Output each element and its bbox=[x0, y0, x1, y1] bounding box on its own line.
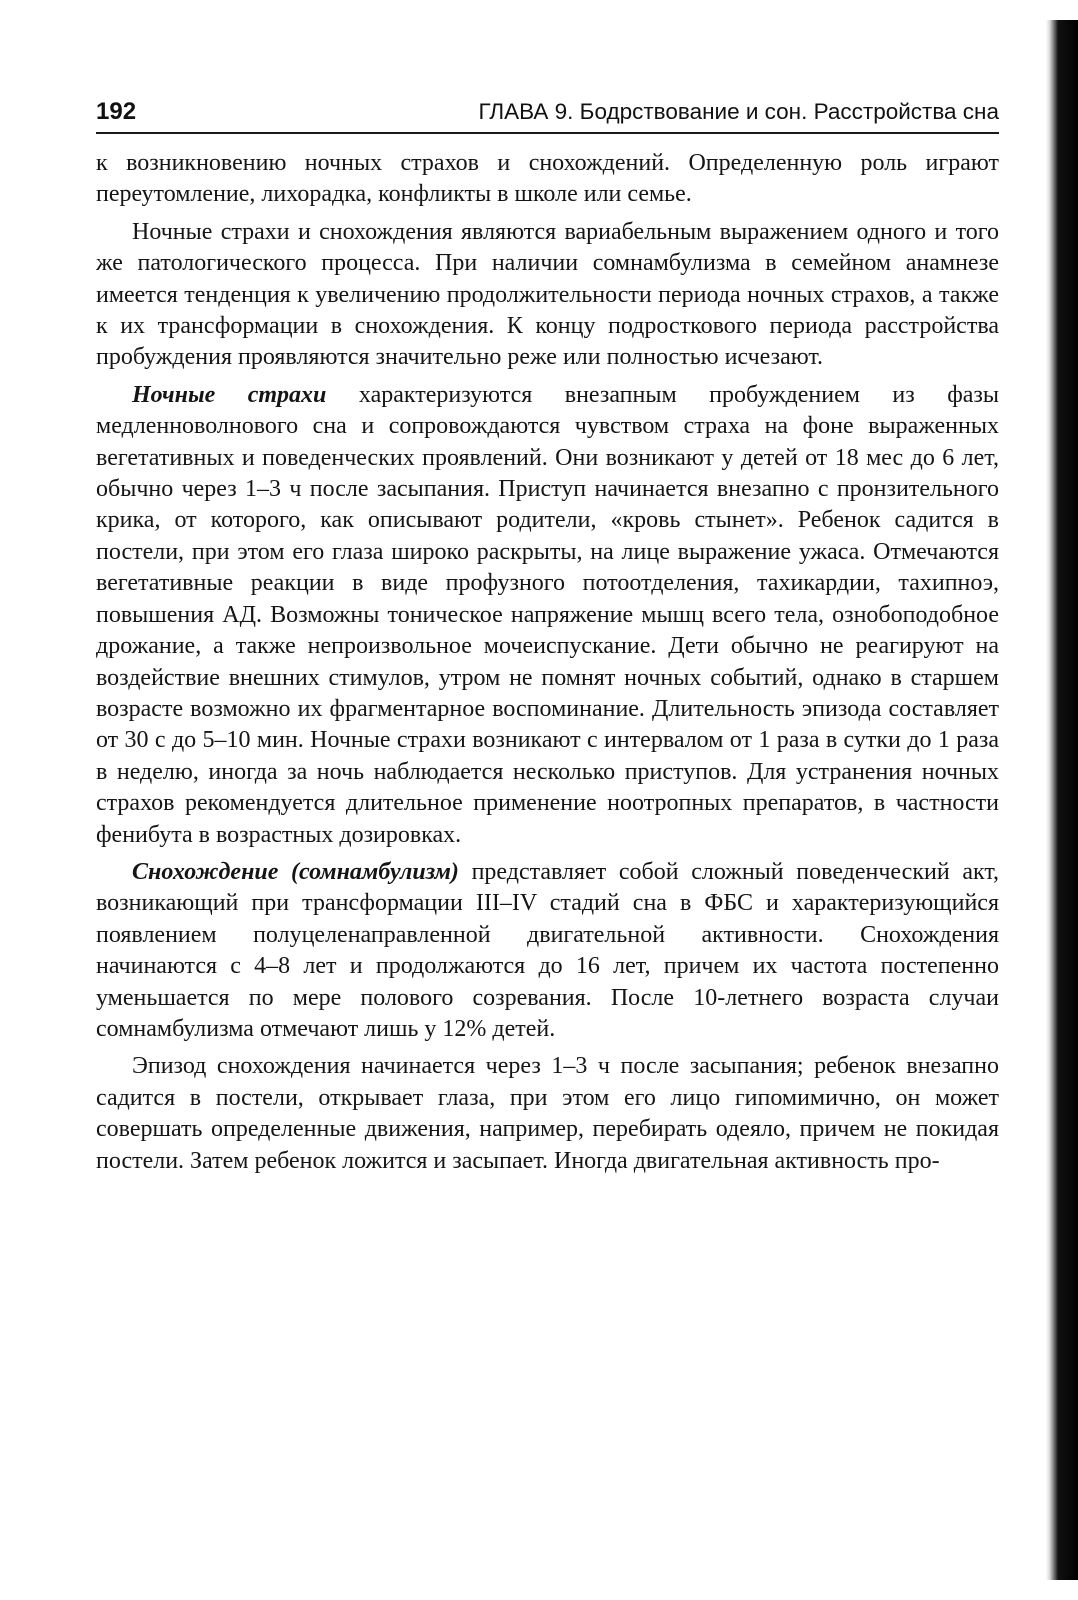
paragraph-text: Эпизод снохождения начинается через 1–3 ч после засыпания; ребенок внезапно садится в постели, открывает глаза, при этом его лицо гипомимично, он может совершать определенные движения, например, перебирать одеяло, причем не покидая постели. Затем ребенок ложится и засыпает. Иногда двигательная активность про- bbox=[96, 1053, 999, 1174]
page-number: 192 bbox=[96, 98, 137, 125]
paragraph-night-terrors bbox=[96, 380, 999, 851]
book-spine-edge bbox=[1046, 20, 1078, 1580]
paragraph-text: характеризуются внезапным пробуждением из фазы медленноволнового сна и сопровождаются чувством страха на фоне выраженных вегетативных и поведенческих проявлений. Они возникают у детей от 18 мес до 6 лет, обычно через 1–3 ч после засыпания. Приступ начинается внезапно с пронзительного крика, от которого, как описывают родители, «кровь стынет». Ребенок садится в постели, при этом его глаза широко раскрыты, на лице выражение ужаса. Отмечаются вегетативные реакции в виде профузного потоотделения, тахикардии, тахипноэ, повышения АД. Возможны тоническое напряжение мышц всего тела, ознобоподобное дрожание, а также непроизвольное мочеиспускание. Дети обычно не реагируют на воздействие внешних стимулов, утром не помнят ночных событий, однако в старшем возрасте возможно их фрагментарное воспоминание. Длительность эпизода составляет от 30 с до 5–10 мин. Ночные страхи возникают с интервалом от 1 раза в сутки до 1 раза в неделю, иногда за ночь наблюдается несколько приступов. Для устранения ночных страхов рекомендуется длительное применение ноотропных препаратов, в частности фенибута в возрастных дозировках. bbox=[96, 381, 999, 848]
term-sleepwalking: Снохождение (сомнамбулизм) bbox=[132, 858, 459, 885]
paragraph bbox=[96, 217, 999, 374]
paragraph bbox=[96, 1051, 999, 1177]
running-head: ГЛАВА 9. Бодрствование и сон. Расстройства сна bbox=[478, 99, 999, 124]
body-text bbox=[96, 148, 999, 1183]
page-header bbox=[96, 96, 999, 134]
paragraph-sleepwalking bbox=[96, 857, 999, 1045]
paragraph-text: представляет собой сложный поведенческий акт, возникающий при трансформации III–IV стадий сна в ФБС и характеризующийся появлением полуцеленаправленной двигательной активности. Снохождения начинаются с 4–8 лет и продолжаются до 16 лет, причем их частота постепенно уменьшается по мере полового созревания. После 10-летнего возраста случаи сомнамбулизма отмечают лишь у 12% детей. bbox=[96, 858, 1000, 1042]
paragraph-continuation bbox=[96, 148, 999, 211]
paragraph-text: к возникновению ночных страхов и снохождений. Определенную роль играют переутомление, лихорадка, конфликты в школе или семье. bbox=[96, 150, 999, 208]
paragraph-text: Ночные страхи и снохождения являются вариабельным выражением одного и того же патологического процесса. При наличии сомнамбулизма в семейном анамнезе имеется тенденция к увеличению продолжительности периода ночных страхов, а также к их трансформации в снохождения. К концу подросткового периода расстройства пробуждения проявляются значительно реже или полностью исчезают. bbox=[96, 218, 999, 371]
term-night-terrors: Ночные страхи bbox=[132, 381, 327, 408]
